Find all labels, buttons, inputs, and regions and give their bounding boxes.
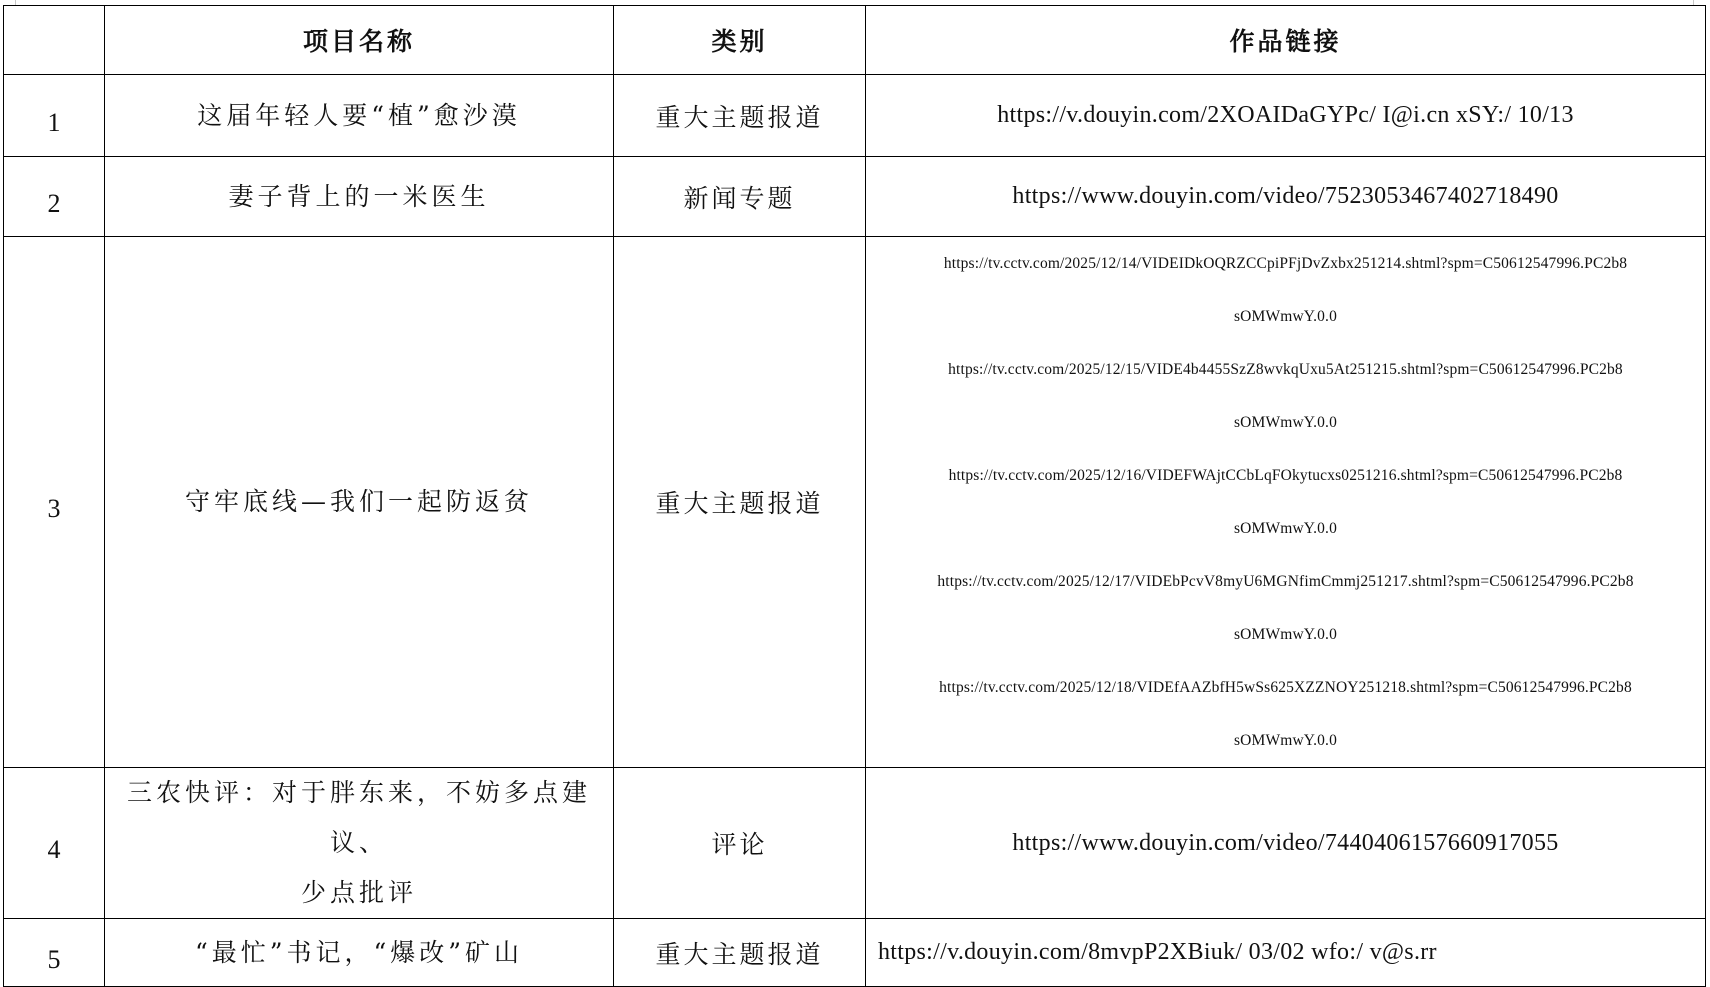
project-name[interactable]	[105, 768, 614, 919]
work-link[interactable]: https://www.douyin.com/video/7523053467402718490	[1012, 183, 1559, 209]
work-link-continuation[interactable]: sOMWmwY.0.0	[1234, 732, 1337, 749]
work-link-cell[interactable]	[866, 919, 1706, 987]
header-work-link: 作品链接	[866, 6, 1706, 75]
header-num	[4, 6, 105, 75]
work-link-cell[interactable]	[866, 75, 1706, 157]
work-link[interactable]: https://tv.cctv.com/2025/12/18/VIDEfAAZbfH5wSs625XZZNOY251218.shtml?spm=C50612547996.PC2b8	[939, 679, 1632, 696]
project-name-line: 少点批评	[300, 878, 417, 907]
work-link-cell[interactable]	[866, 237, 1706, 768]
row-number: 1	[4, 75, 105, 157]
table-row	[4, 768, 1706, 919]
category[interactable]: 重大主题报道	[614, 75, 866, 157]
work-link-continuation[interactable]: sOMWmwY.0.0	[1234, 626, 1337, 643]
work-link[interactable]: https://tv.cctv.com/2025/12/17/VIDEbPcvV8myU6MGNfimCmmj251217.shtml?spm=C50612547996.PC2b8	[937, 573, 1634, 590]
table-row	[4, 237, 1706, 768]
category[interactable]: 重大主题报道	[614, 919, 866, 987]
work-link[interactable]: https://tv.cctv.com/2025/12/14/VIDEIDkOQRZCCpiPFjDvZxbx251214.shtml?spm=C50612547996.PC2b8	[943, 255, 1628, 272]
table-row	[4, 919, 1706, 987]
category[interactable]: 新闻专题	[614, 157, 866, 237]
row-number: 5	[4, 919, 105, 987]
category[interactable]: 评论	[614, 768, 866, 919]
project-name[interactable]: 守牢底线—我们一起防返贫	[105, 237, 614, 768]
work-link[interactable]: https://tv.cctv.com/2025/12/15/VIDE4b4455SzZ8wvkqUxu5At251215.shtml?spm=C50612547996.PC2b8	[948, 361, 1623, 378]
work-link-continuation[interactable]: sOMWmwY.0.0	[1234, 308, 1337, 325]
works-table	[3, 5, 1706, 987]
project-name[interactable]: 这届年轻人要“植”愈沙漠	[105, 75, 614, 157]
project-name-line: 三农快评：对于胖东来，不妨多点建议、	[126, 778, 591, 857]
work-link-continuation[interactable]: sOMWmwY.0.0	[1234, 414, 1337, 431]
header-category: 类别	[614, 6, 866, 75]
project-name[interactable]: “最忙”书记，“爆改”矿山	[105, 919, 614, 987]
work-link[interactable]: https://www.douyin.com/video/7440406157660917055	[1012, 829, 1559, 856]
row-number: 4	[4, 768, 105, 919]
work-link-cell[interactable]	[866, 768, 1706, 919]
work-link[interactable]: https://v.douyin.com/8mvpP2XBiuk/ 03/02 wfo:/ v@s.rr	[878, 939, 1437, 965]
category[interactable]: 重大主题报道	[614, 237, 866, 768]
table-header-row	[4, 6, 1706, 75]
work-link-continuation[interactable]: sOMWmwY.0.0	[1234, 520, 1337, 537]
table-row	[4, 75, 1706, 157]
work-link-cell[interactable]	[866, 157, 1706, 237]
project-name[interactable]: 妻子背上的一米医生	[105, 157, 614, 237]
work-link[interactable]: https://v.douyin.com/2XOAIDaGYPc/ I@i.cn xSY:/ 10/13	[997, 102, 1574, 128]
header-project-name: 项目名称	[105, 6, 614, 75]
row-number: 2	[4, 157, 105, 237]
work-link[interactable]: https://tv.cctv.com/2025/12/16/VIDEFWAjtCCbLqFOkytucxs0251216.shtml?spm=C50612547996.PC2b8	[948, 467, 1623, 484]
table-row	[4, 157, 1706, 237]
row-number: 3	[4, 237, 105, 768]
